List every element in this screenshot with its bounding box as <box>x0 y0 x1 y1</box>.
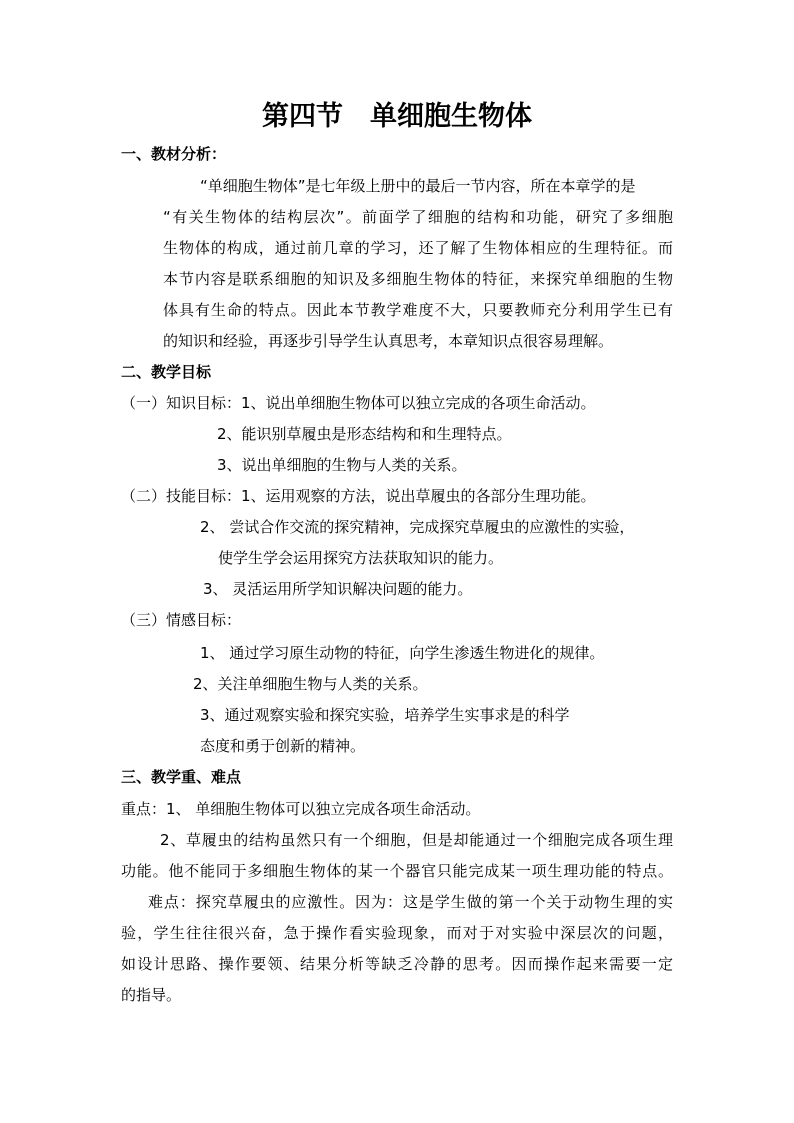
paragraph-line: 体具有生命的特点。因此本节教学难度不大，只要教师充分利用学生已有 <box>163 301 673 319</box>
paragraph-line: “有关生物体的结构层次”。前面学了细胞的结构和功能，研究了多细胞 <box>163 208 673 226</box>
objective-line: 3、 灵活运用所学知识解决问题的能力。 <box>203 580 473 598</box>
section-heading-key-points: 三、教学重、难点 <box>121 768 242 786</box>
objective-line: （二）技能目标：1、运用观察的方法，说出草履虫的各部分生理功能。 <box>121 487 596 505</box>
objective-line: 3、说出单细胞的生物与人类的关系。 <box>217 456 467 474</box>
difficulty-line: 的指导。 <box>121 986 182 1004</box>
page-title: 第四节 单细胞生物体 <box>262 101 532 132</box>
difficulty-line: 如设计思路、操作要领、结果分析等缺乏冷静的思考。因而操作起来需要一定 <box>121 955 673 973</box>
section-heading-objectives: 二、教学目标 <box>121 363 212 381</box>
objective-line: 2、能识别草履虫是形态结构和和生理特点。 <box>217 425 512 443</box>
objective-line: 2、关注单细胞生物与人类的关系。 <box>193 675 428 693</box>
difficulty-line: 难点：探究草履虫的应激性。因为：这是学生做的第一个关于动物生理的实 <box>148 893 673 911</box>
objective-line: 2、 尝试合作交流的探究精神，完成探究草履虫的应激性的实验， <box>200 518 635 536</box>
paragraph-line: “单细胞生物体”是七年级上册中的最后一节内容，所在本章学的是 <box>200 177 636 195</box>
objective-line: 3、通过观察实验和探究实验，培养学生实事求是的科学 <box>200 706 570 724</box>
objective-line: 使学生学会运用探究方法获取知识的能力。 <box>218 549 504 567</box>
section-heading-analysis: 一、教材分析： <box>121 145 227 163</box>
key-point-line: 2、草履虫的结构虽然只有一个细胞，但是却能通过一个细胞完成各项生理 <box>160 831 673 849</box>
objective-line: （三）情感目标： <box>121 611 242 629</box>
objective-line: （一）知识目标：1、说出单细胞生物体可以独立完成的各项生命活动。 <box>121 394 596 412</box>
objective-line: 态度和勇于创新的精神。 <box>200 737 366 755</box>
key-point-line: 功能。他不能同于多细胞生物体的某一个器官只能完成某一项生理功能的特点。 <box>121 862 673 880</box>
key-point-line: 重点：1、 单细胞生物体可以独立完成各项生命活动。 <box>121 800 481 818</box>
paragraph-line: 生物体的构成，通过前几章的学习，还了解了生物体相应的生理特征。而 <box>163 239 673 257</box>
paragraph-line: 本节内容是联系细胞的知识及多细胞生物体的特征，来探究单细胞的生物 <box>163 270 673 288</box>
paragraph-line: 的知识和经验，再逐步引导学生认真思考，本章知识点很容易理解。 <box>163 332 614 350</box>
difficulty-line: 验，学生往往很兴奋，急于操作看实验现象，而对于对实验中深层次的问题， <box>121 924 673 942</box>
objective-line: 1、 通过学习原生动物的特征，向学生渗透生物进化的规律。 <box>200 644 605 662</box>
